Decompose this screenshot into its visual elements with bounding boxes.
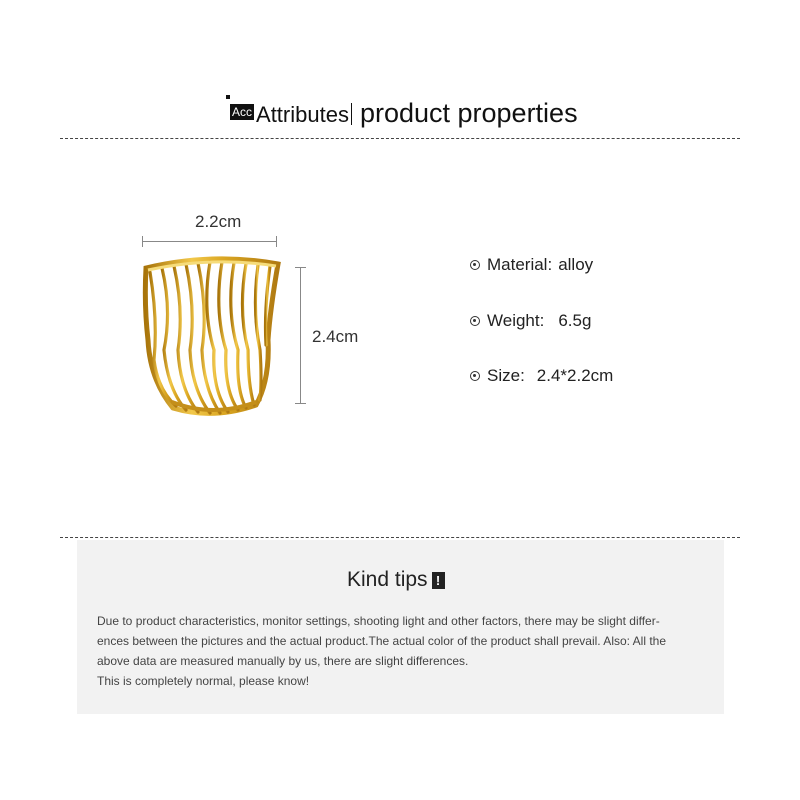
property-value: alloy xyxy=(558,255,594,274)
page-title: product properties xyxy=(359,98,578,128)
property-label: Weight: xyxy=(487,311,545,330)
property-size xyxy=(470,366,613,386)
property-value: 2.4*2.2cm xyxy=(536,366,614,385)
property-label: Material: xyxy=(487,255,553,274)
kind-tips-heading: Kind tips xyxy=(347,568,428,591)
bullet-icon xyxy=(470,260,480,270)
width-tick-left xyxy=(142,236,143,247)
warning-icon: ! xyxy=(432,572,445,589)
height-dimension-line xyxy=(300,267,301,404)
property-weight xyxy=(470,311,591,331)
gold-ring-image xyxy=(128,250,298,425)
kind-tips-text xyxy=(97,611,666,691)
property-material xyxy=(470,255,593,275)
width-dimension-line xyxy=(142,241,277,242)
header-square-icon xyxy=(226,95,230,99)
kind-tips-title xyxy=(347,568,445,592)
tips-line: ences between the pictures and the actual product.The actual color of the product shall prevail. Also: All the xyxy=(97,634,667,648)
kind-tips-panel xyxy=(77,540,724,714)
bottom-divider xyxy=(60,537,740,538)
property-label: Size: xyxy=(487,366,525,385)
width-tick-right xyxy=(276,236,277,247)
tips-line: Due to product characteristics, monitor settings, shooting light and other factors, there may be slight differ- xyxy=(97,614,660,628)
section-header xyxy=(226,92,578,128)
top-divider xyxy=(60,138,740,139)
tips-line: above data are measured manually by us, there are slight differences. xyxy=(97,654,469,668)
header-divider xyxy=(351,103,352,125)
header-attributes: Attributes xyxy=(256,102,349,127)
bullet-icon xyxy=(470,316,480,326)
width-dimension-label: 2.2cm xyxy=(195,212,242,231)
height-dimension-label: 2.4cm xyxy=(312,327,359,346)
tips-line: This is completely normal, please know! xyxy=(97,674,310,688)
header-badge: Acc xyxy=(232,105,253,119)
bullet-icon xyxy=(470,371,480,381)
property-value: 6.5g xyxy=(558,311,592,330)
